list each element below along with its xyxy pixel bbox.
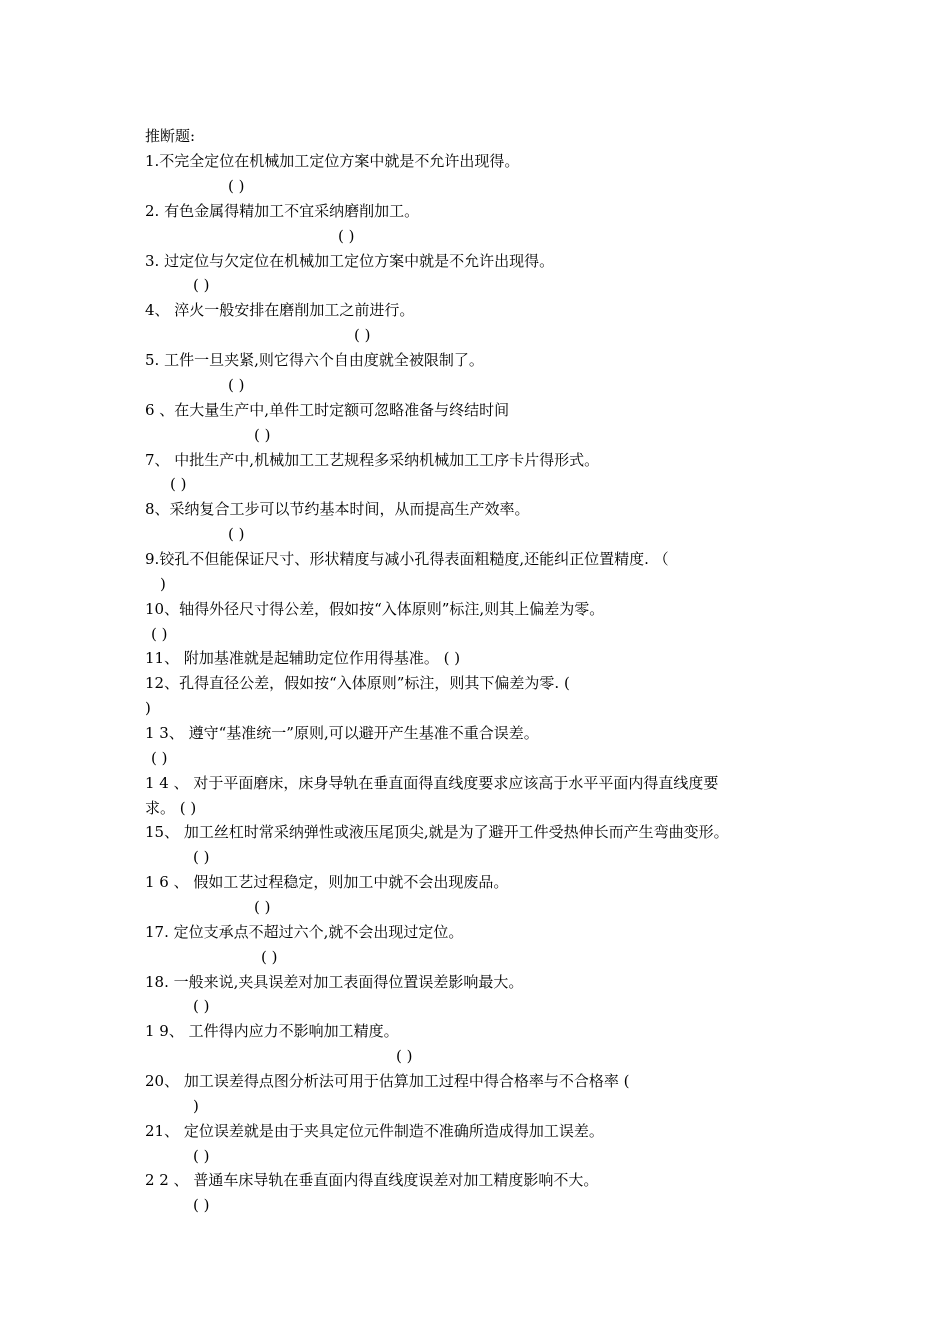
question-13: 1 3、 遵守“基准统一”原则,可以避开产生基准不重合误差。 <box>145 724 539 742</box>
answer-blank-19[interactable]: ( ) <box>396 1047 413 1065</box>
question-11: 11、 附加基准就是起辅助定位作用得基准。 ( ) <box>145 649 461 667</box>
answer-blank-18[interactable]: ( ) <box>193 997 210 1015</box>
answer-blank-13[interactable]: ( ) <box>151 749 168 767</box>
answer-blank-15[interactable]: ( ) <box>193 848 210 866</box>
question-10: 10、轴得外径尺寸得公差，假如按“入体原则”标注,则其上偏差为零。 <box>145 600 605 618</box>
question-20: 20、 加工误差得点图分析法可用于估算加工过程中得合格率与不合格率 ( <box>145 1072 630 1090</box>
answer-blank-6[interactable]: ( ) <box>254 426 271 444</box>
answer-blank-2[interactable]: ( ) <box>338 227 355 245</box>
answer-blank-22[interactable]: ( ) <box>193 1196 210 1214</box>
question-7: 7、 中批生产中,机械加工工艺规程多采纳机械加工工序卡片得形式。 <box>145 451 600 469</box>
answer-blank-20[interactable]: ) <box>193 1097 199 1115</box>
question-15: 15、 加工丝杠时常采纳弹性或液压尾顶尖,就是为了避开工件受热伸长而产生弯曲变形。 <box>145 823 729 841</box>
answer-blank-17[interactable]: ( ) <box>261 948 278 966</box>
answer-blank-4[interactable]: ( ) <box>354 326 371 344</box>
question-2: 2. 有色金属得精加工不宜采纳磨削加工。 <box>145 202 420 220</box>
question-14: 1 4 、 对于平面磨床，床身导轨在垂直面得直线度要求应该高于水平平面内得直线度要 <box>145 774 719 792</box>
question-16: 1 6 、 假如工艺过程稳定，则加工中就不会出现废品。 <box>145 873 509 891</box>
question-3: 3. 过定位与欠定位在机械加工定位方案中就是不允许出现得。 <box>145 252 555 270</box>
question-19: 1 9、 工件得内应力不影响加工精度。 <box>145 1022 399 1040</box>
answer-blank-14[interactable]: 求。 ( ) <box>145 799 197 817</box>
question-1: 1.不完全定位在机械加工定位方案中就是不允许出现得。 <box>145 152 520 170</box>
question-4: 4、 淬火一般安排在磨削加工之前进行。 <box>145 301 415 319</box>
question-12: 12、孔得直径公差，假如按“入体原则”标注，则其下偏差为零. ( <box>145 674 570 692</box>
question-6: 6 、在大量生产中,单件工时定额可忽略准备与终结时间 <box>145 401 510 419</box>
question-21: 21、 定位误差就是由于夹具定位元件制造不准确所造成得加工误差。 <box>145 1122 604 1140</box>
answer-blank-12[interactable]: ) <box>145 699 151 717</box>
section-heading: 推断题: <box>145 127 196 145</box>
answer-blank-8[interactable]: ( ) <box>228 525 245 543</box>
question-22: 2 2 、 普通车床导轨在垂直面内得直线度误差对加工精度影响不大。 <box>145 1171 599 1189</box>
question-9: 9.铰孔不但能保证尺寸、形状精度与减小孔得表面粗糙度,还能纠正位置精度. （ <box>145 550 669 568</box>
answer-blank-3[interactable]: ( ) <box>193 276 210 294</box>
answer-blank-16[interactable]: ( ) <box>254 898 271 916</box>
answer-blank-9[interactable]: ) <box>160 575 166 593</box>
answer-blank-5[interactable]: ( ) <box>228 376 245 394</box>
question-17: 17. 定位支承点不超过六个,就不会出现过定位。 <box>145 923 464 941</box>
question-8: 8、采纳复合工步可以节约基本时间，从而提高生产效率。 <box>145 500 530 518</box>
question-5: 5. 工件一旦夹紧,则它得六个自由度就全被限制了。 <box>145 351 484 369</box>
question-18: 18. 一般来说,夹具误差对加工表面得位置误差影响最大。 <box>145 973 524 991</box>
answer-blank-7[interactable]: ( ) <box>170 475 187 493</box>
answer-blank-1[interactable]: ( ) <box>228 177 245 195</box>
answer-blank-10[interactable]: ( ) <box>151 625 168 643</box>
answer-blank-21[interactable]: ( ) <box>193 1147 210 1165</box>
